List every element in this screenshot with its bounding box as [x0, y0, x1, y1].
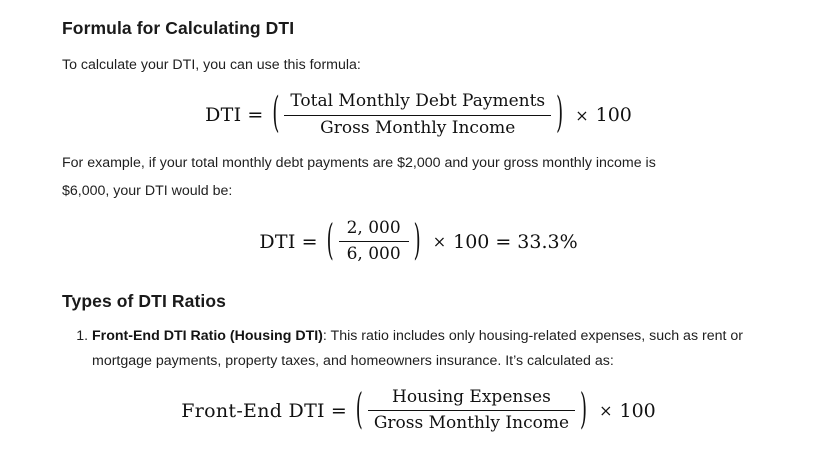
- formula-example-open-paren: (: [326, 215, 334, 266]
- formula-front-end-fraction: [368, 387, 575, 435]
- formula-front-end-open-paren: (: [355, 385, 363, 435]
- formula-front-end-dti: [62, 387, 775, 435]
- types-list: [62, 324, 775, 373]
- fraction-bar: [339, 241, 409, 242]
- list-item-title: Front-End DTI Ratio (Housing DTI): [92, 328, 323, 345]
- formula-front-end-multiplier: 100: [619, 399, 656, 422]
- example-paragraph-line1: For example, if your total monthly debt payments are $2,000 and your gross monthly income is: [62, 154, 656, 171]
- formula-example-equals: =: [301, 230, 318, 253]
- formula-main-multiplier: 100: [595, 104, 632, 127]
- example-paragraph-line2: $6,000, your DTI would be:: [62, 183, 233, 200]
- formula-example-result: 33.3%: [517, 230, 578, 253]
- formula-main-open-paren: (: [272, 89, 280, 139]
- formula-main-close-paren: ): [556, 89, 564, 139]
- formula-main-numerator: Total Monthly Debt Payments: [290, 91, 546, 112]
- formula-example-close-paren: ): [413, 215, 421, 266]
- formula-front-end-denominator: Gross Monthly Income: [373, 413, 570, 434]
- formula-main-dti: [62, 91, 775, 139]
- formula-example-multiplier: 100: [453, 230, 490, 253]
- list-item-body: : This ratio includes only housing-related expenses, such as rent or mortgage payments, property taxes, and homeowners insurance. It’s calculated as:: [92, 328, 743, 369]
- formula-example-dti: [62, 215, 775, 266]
- formula-front-end-numerator: Housing Expenses: [392, 387, 551, 408]
- formula-example-times: ×: [432, 232, 447, 252]
- formula-front-end-times: ×: [599, 401, 613, 421]
- formula-example-numerator: 2, 000: [346, 217, 401, 238]
- formula-main-equals: =: [247, 104, 264, 127]
- formula-main-denominator: Gross Monthly Income: [320, 117, 516, 138]
- page-title: Formula for Calculating DTI: [62, 18, 295, 38]
- fraction-bar: [368, 410, 575, 411]
- formula-example-denominator: 6, 000: [346, 244, 401, 265]
- formula-main-lhs: DTI: [205, 104, 242, 127]
- formula-main-times: ×: [575, 105, 589, 125]
- formula-example-fraction: [339, 218, 409, 266]
- fraction-bar: [284, 115, 551, 116]
- types-heading: Types of DTI Ratios: [62, 291, 226, 312]
- formula-front-end-close-paren: ): [580, 385, 588, 435]
- formula-front-end-lhs: Front-End DTI: [181, 399, 325, 422]
- formula-front-end-equals: =: [330, 399, 347, 422]
- list-item: [92, 324, 775, 373]
- formula-example-result-equals: =: [495, 230, 512, 253]
- intro-paragraph: To calculate your DTI, you can use this formula:: [62, 57, 361, 73]
- formula-main-fraction: [284, 91, 551, 139]
- formula-example-lhs: DTI: [259, 230, 296, 253]
